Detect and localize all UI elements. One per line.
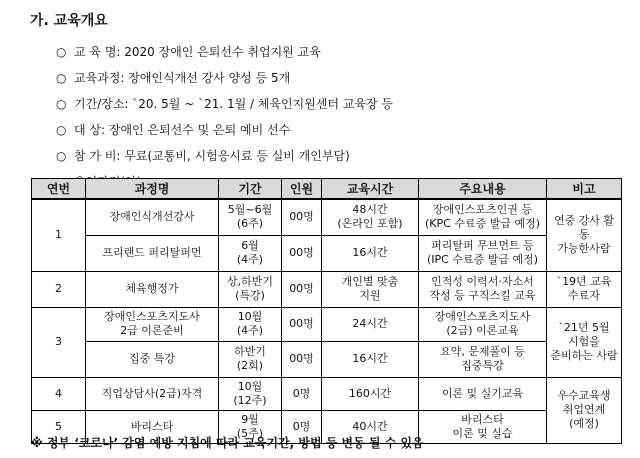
cell-course: 장애인스포츠지도사 2급 이론준비: [86, 307, 219, 341]
cell-hours: 160시간: [322, 377, 419, 410]
cell-course: 체육행정가: [86, 271, 219, 307]
cell-period: 5월~6월 (6주): [219, 199, 282, 235]
table-header-row: [32, 179, 622, 200]
cell-content: 이론 및 실기교육: [419, 377, 547, 410]
cell-course: 프리랜드 퍼리탈퍼먼: [86, 235, 219, 271]
cell-no: 2: [32, 271, 86, 307]
header-course: 과정명: [86, 179, 219, 200]
cell-hours: 16시간: [322, 235, 419, 271]
header-note: 비고: [547, 179, 622, 200]
cell-hours: 40시간: [322, 410, 419, 443]
cell-course: 직업상담사(2급)자격: [86, 377, 219, 410]
table-row: [32, 235, 622, 271]
table-row: [32, 377, 622, 410]
cell-content: 퍼리탈퍼 무브먼트 등 (IPC 수료증 발급 예정): [419, 235, 547, 271]
cell-note: 연중 강사 활동 가능한사람: [547, 199, 622, 271]
cell-people: 00명: [282, 307, 322, 341]
cell-hours: 16시간: [322, 341, 419, 377]
cell-course: 장애인식개선강사: [86, 199, 219, 235]
cell-note: `19년 교육 수료자: [547, 271, 622, 307]
header-no: 연번: [32, 179, 86, 200]
cell-period: 9월 (5주): [219, 410, 282, 443]
footnote: ※ 정부 ‘코로나’ 감염 예방 지침에 따라 교육기간, 방법 등 변동 될 수 있음: [31, 436, 424, 450]
cell-period: 6월 (4주): [219, 235, 282, 271]
table-row: [32, 341, 622, 377]
cell-note: `21년 5월 시험을 준비하는 사람: [547, 307, 622, 377]
cell-people: 00명: [282, 235, 322, 271]
course-table: [31, 178, 622, 444]
overview-item-target: ○ 대 상: 장애인 은퇴선수 및 은퇴 예비 선수: [56, 117, 393, 143]
cell-content: 장애인스포츠지도사 (2급) 이론교육: [419, 307, 547, 341]
header-period: 기간: [219, 179, 282, 200]
cell-note: 우수교육생 취업연계 (예정): [547, 377, 622, 443]
cell-period: 하반기 (2회): [219, 341, 282, 377]
header-hours: 교육시간: [322, 179, 419, 200]
cell-period: 10월 (4주): [219, 307, 282, 341]
overview-item-fee: ○ 참 가 비: 무료(교통비, 시험응시료 등 실비 개인부담): [56, 143, 393, 169]
cell-people: 00명: [282, 271, 322, 307]
cell-no: 5: [32, 410, 86, 443]
cell-people: 0명: [282, 410, 322, 443]
section-heading: 가. 교육개요: [30, 13, 108, 29]
cell-period: 10월 (12주): [219, 377, 282, 410]
cell-hours: 48시간 (온라인 포함): [322, 199, 419, 235]
cell-people: 0명: [282, 377, 322, 410]
overview-item-period-place: ○ 기간/장소: `20. 5월 ~ `21. 1월 / 체육인지원센터 교육장 등: [56, 91, 393, 117]
cell-content: 인적성 이력서·자소서 작성 등 구직스킬 교육: [419, 271, 547, 307]
cell-hours: 개인별 맞춤 지원: [322, 271, 419, 307]
cell-people: 00명: [282, 341, 322, 377]
cell-period: 상,하반기 (특강): [219, 271, 282, 307]
cell-no: 3: [32, 307, 86, 377]
cell-content: 장애인스포츠인권 등 (KPC 수료증 발급 예정): [419, 199, 547, 235]
header-content: 주요내용: [419, 179, 547, 200]
cell-hours: 24시간: [322, 307, 419, 341]
cell-course: 바리스타: [86, 410, 219, 443]
cell-no: 1: [32, 199, 86, 271]
cell-content: 바리스타 이론 및 실습: [419, 410, 547, 443]
cell-content: 요약, 문제풀이 등 집중특강: [419, 341, 547, 377]
table-row: [32, 199, 622, 235]
overview-item-course-name: ○ 교 육 명: 2020 장애인 은퇴선수 취업지원 교육: [56, 39, 393, 65]
cell-course: 집중 특강: [86, 341, 219, 377]
cell-no: 4: [32, 377, 86, 410]
overview-list: [56, 39, 393, 195]
table-row: [32, 307, 622, 341]
table-row: [32, 271, 622, 307]
cell-people: 00명: [282, 199, 322, 235]
header-people: 인원: [282, 179, 322, 200]
overview-item-curriculum: ○ 교육과정: 장애인식개선 강사 양성 등 5개: [56, 65, 393, 91]
